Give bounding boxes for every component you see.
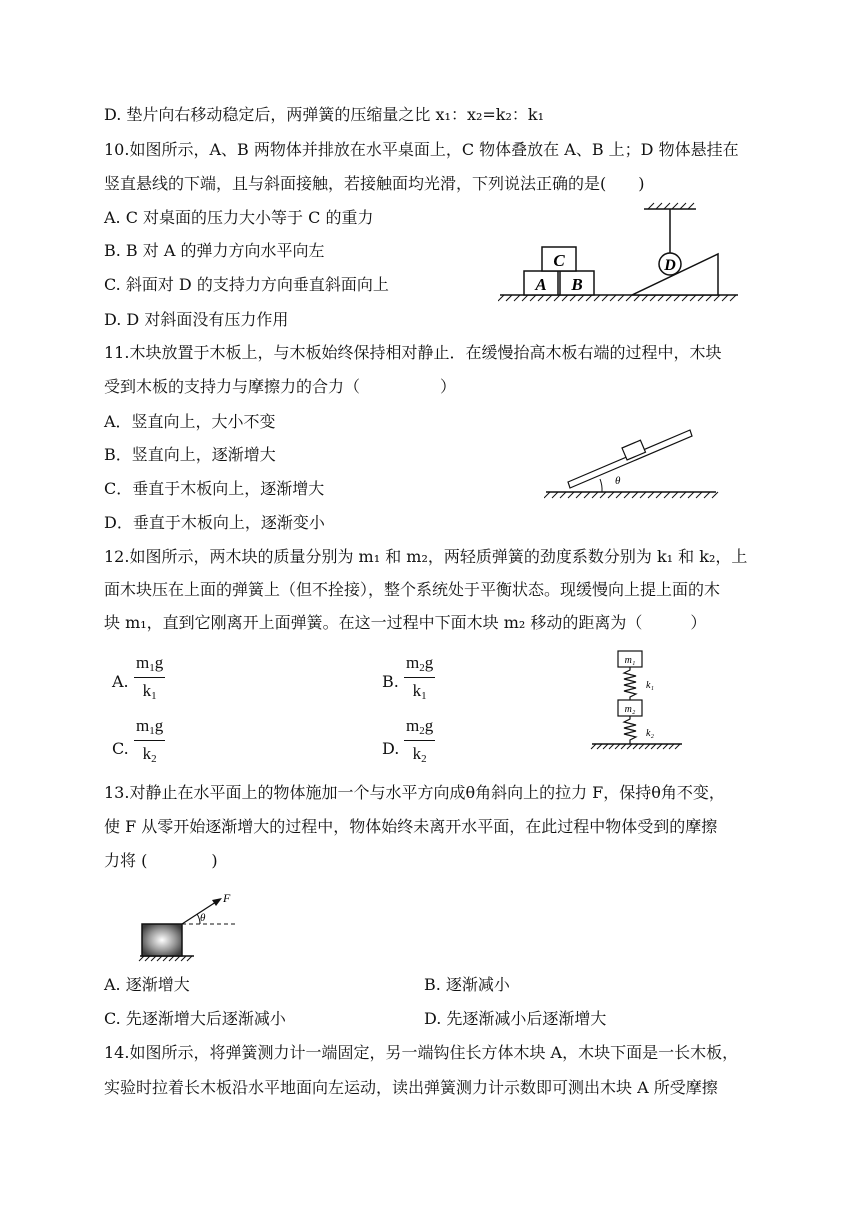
q11-option-c: C．垂直于木板向上，逐渐增大 — [104, 479, 325, 498]
spring-k2-label: k₂ — [646, 728, 654, 739]
q12-figure — [590, 648, 686, 752]
block-m2-label: m₂ — [624, 704, 636, 715]
q12-option-c-fraction: $\frac{m_1g}{k_2}$ — [136, 716, 164, 765]
q10-option-b: B. B 对 A 的弹力方向水平向左 — [104, 241, 325, 260]
q13-figure — [112, 888, 244, 964]
block-b-label: B — [571, 275, 583, 294]
pulled-block — [142, 924, 182, 956]
ball-d-label: D — [664, 257, 676, 274]
force-label: F — [223, 891, 231, 905]
q9-option-d: D. 垫片向右移动稳定后，两弹簧的压缩量之比 x₁：x₂=k₂：k₁ — [104, 105, 545, 124]
spring-k2 — [624, 716, 636, 744]
q12-option-d-label: D. — [382, 739, 400, 758]
q13-stem-line-2: 使 F 从零开始逐渐增大的过程中，物体始终未离开水平面，在此过程中物体受到的摩擦 — [104, 817, 718, 836]
q13-stem-line-1: 13.对静止在水平面上的物体施加一个与水平方向成θ角斜向上的拉力 F，保持θ角不变， — [104, 783, 725, 802]
q11-option-d: D．垂直于木板向上，逐渐变小 — [104, 513, 325, 532]
q10-option-c: C. 斜面对 D 的支持力方向垂直斜面向上 — [104, 275, 389, 294]
q12-stem-line-3: 块 m₁，直到它刚离开上面弹簧。在这一过程中下面木块 m₂ 移动的距离为（ ） — [104, 613, 707, 632]
q11-figure — [544, 420, 720, 500]
block-c-label: C — [553, 251, 565, 270]
q13-option-b: B. 逐渐减小 — [424, 975, 510, 994]
angle-arc — [600, 479, 602, 492]
q12-option-c-label: C. — [112, 739, 129, 758]
q12-option-a-label: A. — [112, 672, 129, 691]
angle-label: θ — [200, 912, 206, 924]
q13-stem-line-3: 力将 ( ) — [104, 851, 218, 870]
q13-option-a: A. 逐渐增大 — [104, 975, 190, 994]
q10-stem-line-2: 竖直悬线的下端，且与斜面接触，若接触面均光滑，下列说法正确的是( ) — [104, 174, 645, 193]
q12-stem-line-1: 12.如图所示，两木块的质量分别为 m₁ 和 m₂，两轻质弹簧的劲度系数分别为 k₁ 和 k₂，上 — [104, 547, 748, 566]
q13-option-d: D. 先逐渐减小后逐渐增大 — [424, 1009, 607, 1028]
q12-option-d-fraction: $\frac{m_2g}{k_2}$ — [406, 716, 434, 765]
q11-stem-line-1: 11.木块放置于木板上，与木板始终保持相对静止．在缓慢抬高木板右端的过程中，木块 — [104, 343, 722, 362]
q12-option-b-label: B. — [382, 672, 399, 691]
q11-option-b: B．竖直向上，逐渐增大 — [104, 445, 276, 464]
q14-stem-line-1: 14.如图所示，将弹簧测力计一端固定，另一端钩住长方体木块 A，木块下面是一长木板， — [104, 1043, 739, 1062]
q10-option-a: A. C 对桌面的压力大小等于 C 的重力 — [104, 208, 374, 227]
q11-stem-line-2: 受到木板的支持力与摩擦力的合力（ ） — [104, 377, 457, 396]
q10-figure — [498, 200, 742, 302]
angle-label: θ — [615, 475, 621, 487]
q14-stem-line-2: 实验时拉着长木板沿水平地面向左运动，读出弹簧测力计示数即可测出木块 A 所受摩擦 — [104, 1078, 718, 1097]
spring-k1 — [624, 667, 636, 700]
block-m1-label: m₁ — [624, 655, 636, 666]
q10-option-d: D. D 对斜面没有压力作用 — [104, 310, 289, 329]
q12-option-a-fraction: $\frac{m_1g}{k_1}$ — [136, 653, 164, 702]
q12-stem-line-2: 面木块压在上面的弹簧上（但不拴接），整个系统处于平衡状态。现缓慢向上提上面的木 — [104, 580, 721, 599]
q13-option-c: C. 先逐渐增大后逐渐减小 — [104, 1009, 286, 1028]
q10-stem-line-1: 10.如图所示，A、B 两物体并排放在水平桌面上，C 物体叠放在 A、B 上；D 物体悬挂在 — [104, 140, 739, 159]
block-a-label: A — [535, 275, 547, 294]
arrow-head-icon — [212, 898, 222, 906]
spring-k1-label: k₁ — [646, 680, 654, 691]
q12-option-b-fraction: $\frac{m_2g}{k_1}$ — [406, 653, 434, 702]
q11-option-a: A．竖直向上，大小不变 — [104, 412, 276, 431]
